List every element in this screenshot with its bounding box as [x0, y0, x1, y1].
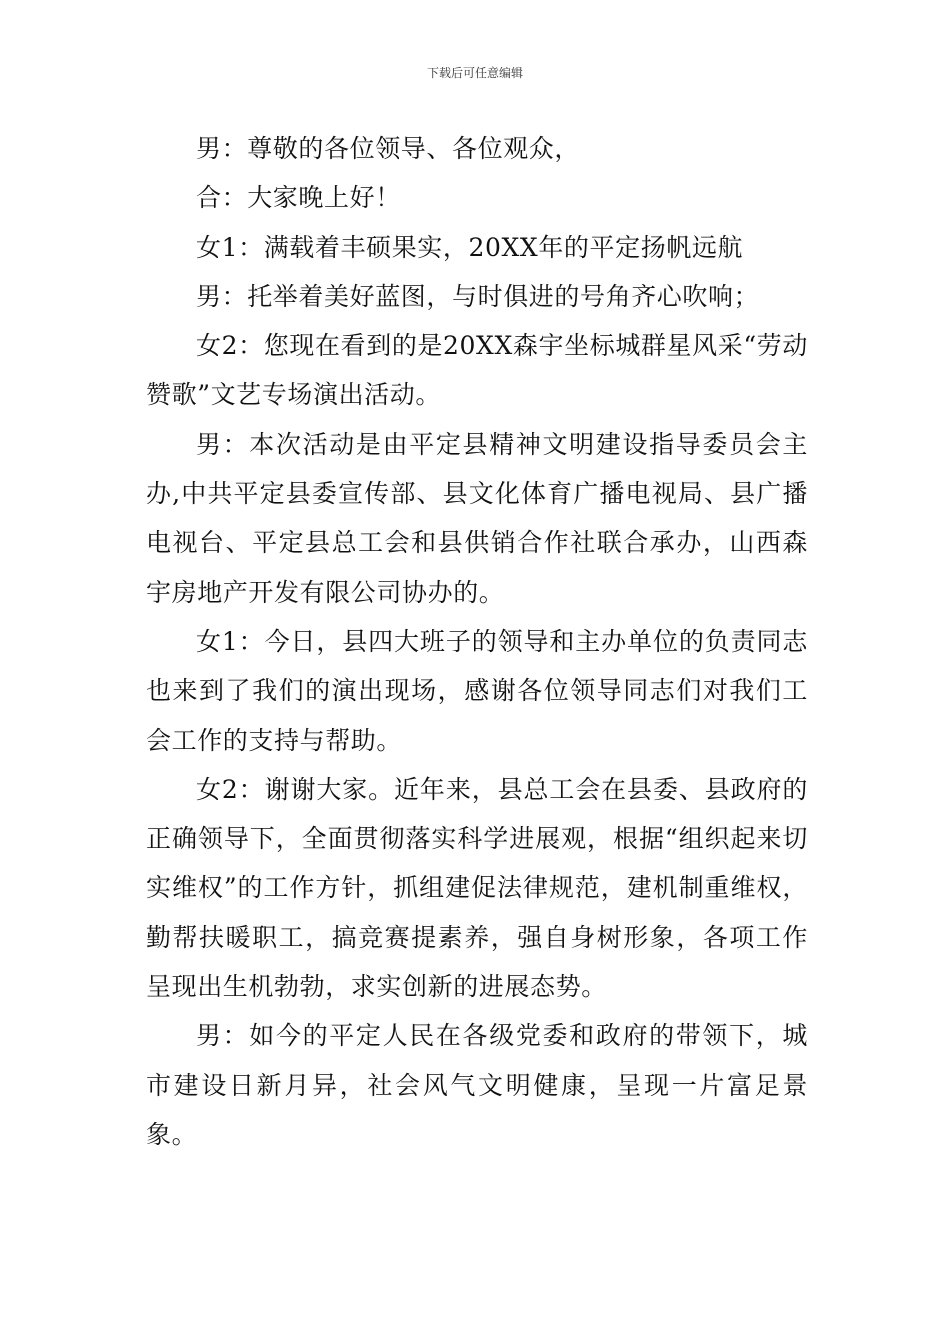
- paragraph-4: 男：托举着美好蓝图，与时俱进的号角齐心吹响；: [196, 281, 760, 311]
- document-body: [146, 124, 808, 1159]
- paragraph-3: 女1：满载着丰硕果实，20XX年的平定扬帆远航: [196, 232, 744, 262]
- paragraph-7: 女1：今日，县四大班子的领导和主办单位的负责同志也来到了我们的演出现场，感谢各位领导同志们对我们工会工作的支持与帮助。: [146, 626, 808, 755]
- paragraph-2: 合：大家晚上好！: [196, 183, 401, 213]
- paragraph-9: 男：如今的平定人民在各级党委和政府的带领下，城市建设日新月异，社会风气文明健康，呈现一片富足景象。: [146, 1021, 808, 1149]
- paragraph-8: 女2：谢谢大家。近年来，县总工会在县委、县政府的正确领导下，全面贯彻落实科学进展观，根据“组织起来切实维权”的工作方针，抓组建促法律规范，建机制重维权，勤帮扶暖职工，搞竞赛提素养，强自身树形象，各项工作呈现出生机勃勃，求实创新的进展态势。: [146, 774, 808, 1002]
- paragraph-1: 男：尊敬的各位领导、各位观众，: [196, 134, 581, 163]
- paragraph-5: 女2：您现在看到的是20XX森宇坐标城群星风采“劳动赞歌”文艺专场演出活动。: [146, 331, 808, 410]
- paragraph-6: 男：本次活动是由平定县精神文明建设指导委员会主办,中共平定县委宣传部、县文化体育广播电视局、县广播电视台、平定县总工会和县供销合作社联合承办，山西森宇房地产开发有限公司协办的。: [146, 429, 808, 607]
- page-header-note: 下载后可任意编辑: [426, 66, 523, 80]
